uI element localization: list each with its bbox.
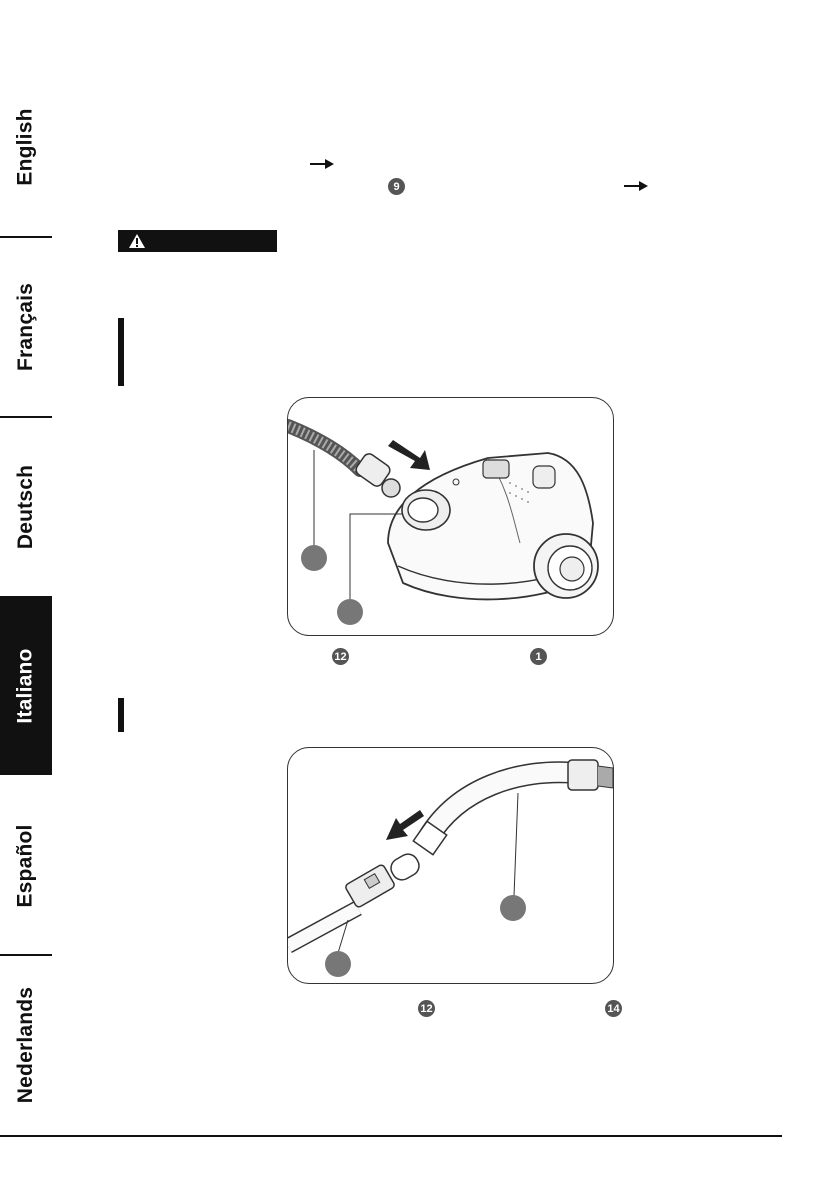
tab-francais[interactable]: [0, 237, 52, 416]
tab-deutsch[interactable]: [0, 417, 52, 596]
tube-number-badge: 14: [605, 1000, 622, 1017]
section-marker: [118, 698, 124, 732]
hose-number-badge: 12: [332, 648, 349, 665]
tab-italiano[interactable]: [0, 596, 52, 775]
tube-handle-illustration: [288, 748, 613, 983]
tab-english-label: English: [14, 107, 37, 186]
tab-italiano-label: Italiano: [14, 647, 37, 724]
warning-bar: [118, 230, 277, 252]
warning-triangle-icon: [128, 233, 146, 249]
arrow-right-icon: [310, 158, 334, 170]
tab-english[interactable]: [0, 57, 52, 236]
vacuum-hose-illustration: [288, 398, 613, 635]
tab-nederlands-label: Nederlands: [14, 986, 37, 1103]
tab-francais-label: Français: [14, 282, 38, 371]
footer-rule: [0, 1135, 782, 1137]
section-marker: [118, 318, 124, 386]
hose-number-badge: 12: [418, 1000, 435, 1017]
tab-deutsch-label: Deutsch: [14, 464, 38, 549]
tab-espanol-label: Español: [14, 823, 37, 908]
body-number-badge: 1: [530, 648, 547, 665]
language-tabs: [0, 57, 52, 1135]
tab-espanol[interactable]: [0, 776, 52, 955]
tab-nederlands[interactable]: [0, 955, 52, 1134]
figure-hose-insert: [287, 397, 614, 636]
figure-tube-insert: [287, 747, 614, 984]
arrow-right-icon: [624, 180, 648, 192]
step-reference-badge: 9: [388, 178, 405, 195]
